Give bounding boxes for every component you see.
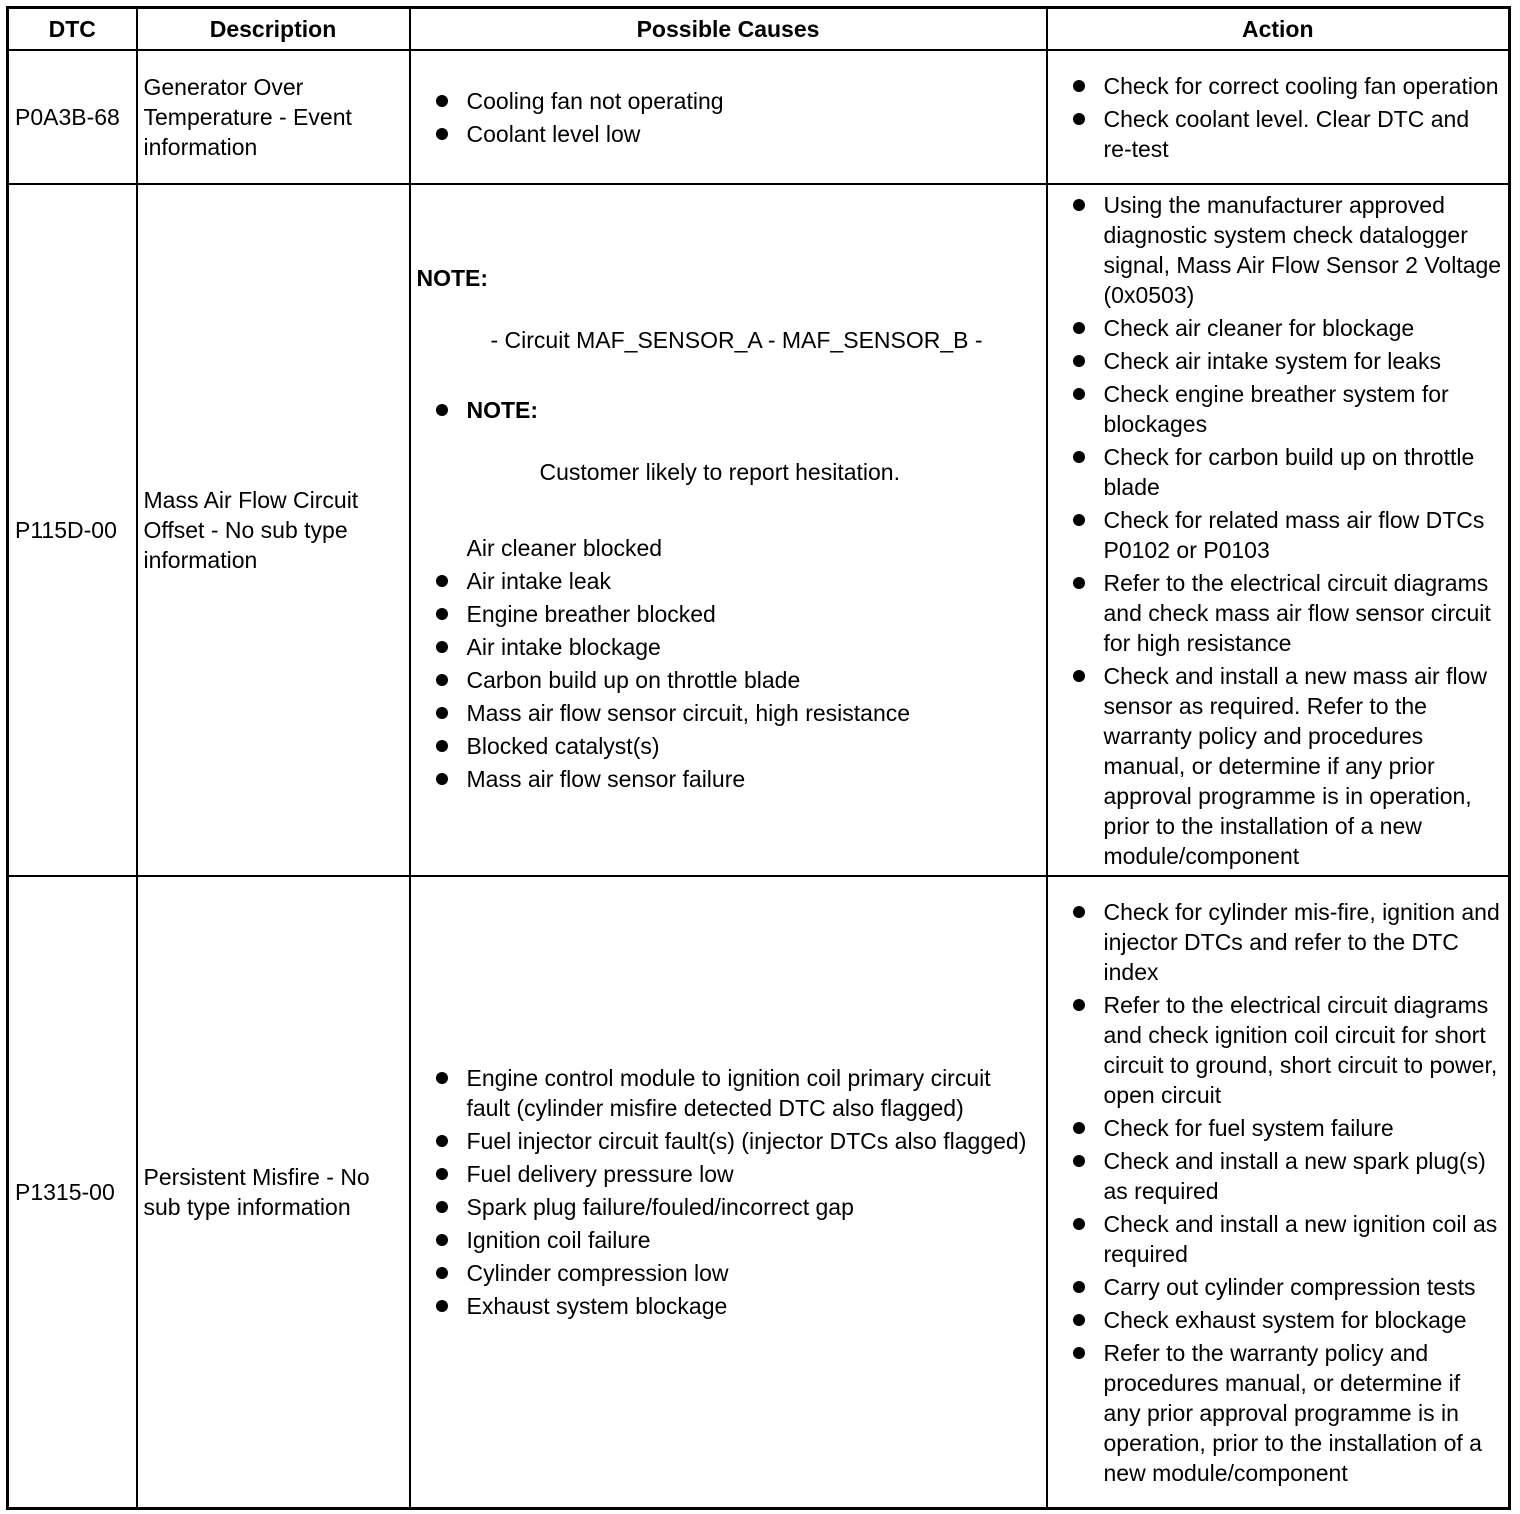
bullet-icon — [436, 740, 448, 752]
bullet-icon — [1073, 199, 1085, 211]
list-item: Refer to the warranty policy and procedures manual, or determine if any prior approval programme is in operation, prior to the installation of a new module/component — [1054, 1338, 1503, 1488]
bullet-icon — [436, 1300, 448, 1312]
action-cell — [1047, 184, 1510, 876]
bullet-icon — [436, 95, 448, 107]
causes-cell — [410, 50, 1047, 184]
causes-cell — [410, 876, 1047, 1509]
bullet-icon — [1073, 1281, 1085, 1293]
dtc-description: Generator Over Temperature - Event information — [137, 50, 410, 184]
note-title: NOTE: — [416, 265, 489, 291]
list-item: Mass air flow sensor failure — [417, 764, 1040, 794]
dtc-description: Persistent Misfire - No sub type information — [137, 876, 410, 1509]
bullet-icon — [1073, 113, 1085, 125]
list-item: Check for correct cooling fan operation — [1054, 71, 1503, 101]
bullet-icon — [1073, 514, 1085, 526]
header-description: Description — [137, 8, 410, 51]
bullet-icon — [436, 674, 448, 686]
bullet-icon — [1073, 1122, 1085, 1134]
list-item: Check and install a new ignition coil as required — [1054, 1209, 1503, 1269]
list-item: Fuel delivery pressure low — [417, 1159, 1040, 1189]
causes-list — [417, 566, 1040, 794]
header-row — [8, 8, 1510, 51]
list-item: Exhaust system blockage — [417, 1291, 1040, 1321]
note-circuit: - Circuit MAF_SENSOR_A - MAF_SENSOR_B - — [490, 327, 983, 353]
list-item: Check and install a new spark plug(s) as required — [1054, 1146, 1503, 1206]
bullet-icon — [436, 1267, 448, 1279]
list-item: Carbon build up on throttle blade — [417, 665, 1040, 695]
list-item: Spark plug failure/fouled/incorrect gap — [417, 1192, 1040, 1222]
table-row — [8, 876, 1510, 1509]
bullet-icon — [1073, 999, 1085, 1011]
list-item: Check air intake system for leaks — [1054, 346, 1503, 376]
bullet-icon — [1073, 355, 1085, 367]
list-item: NOTE: — [417, 395, 1040, 425]
bullet-icon — [1073, 1218, 1085, 1230]
list-item: Carry out cylinder compression tests — [1054, 1272, 1503, 1302]
causes-list — [417, 1063, 1040, 1321]
list-item: Engine breather blocked — [417, 599, 1040, 629]
action-cell — [1047, 50, 1510, 184]
bullet-icon — [436, 1201, 448, 1213]
action-list — [1054, 71, 1503, 164]
header-action: Action — [1047, 8, 1510, 51]
list-item: Check air cleaner for blockage — [1054, 313, 1503, 343]
list-item: Refer to the electrical circuit diagrams and check mass air flow sensor circuit for high resistance — [1054, 568, 1503, 658]
list-item: Ignition coil failure — [417, 1225, 1040, 1255]
list-item: Mass air flow sensor circuit, high resistance — [417, 698, 1040, 728]
list-item: Cylinder compression low — [417, 1258, 1040, 1288]
dtc-description: Mass Air Flow Circuit Offset - No sub type information — [137, 184, 410, 876]
list-item: Air cleaner blocked — [466, 535, 663, 561]
bullet-icon — [436, 1135, 448, 1147]
list-item: Check for fuel system failure — [1054, 1113, 1503, 1143]
bullet-icon — [436, 641, 448, 653]
list-item: Refer to the electrical circuit diagrams and check ignition coil circuit for short circuit to ground, short circuit to power, open circuit — [1054, 990, 1503, 1110]
dtc-page — [6, 6, 1508, 1508]
list-item: Check and install a new mass air flow sensor as required. Refer to the warranty policy and procedures manual, or determine if any prior approval programme is in operation, prior to the installation of a new module/component — [1054, 661, 1503, 871]
header-dtc: DTC — [8, 8, 137, 51]
note-text: Customer likely to report hesitation. — [539, 459, 900, 485]
bullet-icon — [436, 1168, 448, 1180]
list-item: Blocked catalyst(s) — [417, 731, 1040, 761]
dtc-table — [6, 6, 1511, 1510]
table-row — [8, 184, 1510, 876]
bullet-icon — [1073, 670, 1085, 682]
bullet-icon — [1073, 906, 1085, 918]
list-item: Using the manufacturer approved diagnostic system check datalogger signal, Mass Air Flow Sensor 2 Voltage (0x0503) — [1054, 190, 1503, 310]
bullet-icon — [1073, 577, 1085, 589]
bullet-icon — [1073, 451, 1085, 463]
bullet-icon — [1073, 322, 1085, 334]
bullet-icon — [436, 707, 448, 719]
list-item: Check for carbon build up on throttle blade — [1054, 442, 1503, 502]
note-list — [417, 395, 1040, 425]
bullet-icon — [436, 1234, 448, 1246]
list-item: Air intake leak — [417, 566, 1040, 596]
bullet-icon — [1073, 1155, 1085, 1167]
bullet-icon — [436, 1072, 448, 1084]
list-item: Fuel injector circuit fault(s) (injector DTCs also flagged) — [417, 1126, 1040, 1156]
list-item: Air intake blockage — [417, 632, 1040, 662]
table-row — [8, 50, 1510, 184]
bullet-icon — [436, 128, 448, 140]
list-item: Coolant level low — [417, 119, 1040, 149]
bullet-icon — [1073, 80, 1085, 92]
action-list — [1054, 897, 1503, 1488]
list-item: Check for related mass air flow DTCs P0102 or P0103 — [1054, 505, 1503, 565]
bullet-icon — [436, 575, 448, 587]
dtc-code: P115D-00 — [8, 184, 137, 876]
action-cell — [1047, 876, 1510, 1509]
list-item: Engine control module to ignition coil primary circuit fault (cylinder misfire detected DTC also flagged) — [417, 1063, 1040, 1123]
header-causes: Possible Causes — [410, 8, 1047, 51]
list-item: Cooling fan not operating — [417, 86, 1040, 116]
causes-list — [417, 86, 1040, 149]
action-list — [1054, 190, 1503, 871]
bullet-icon — [1073, 1314, 1085, 1326]
bullet-icon — [1073, 1347, 1085, 1359]
dtc-code: P0A3B-68 — [8, 50, 137, 184]
causes-cell — [410, 184, 1047, 876]
list-item: Check exhaust system for blockage — [1054, 1305, 1503, 1335]
bullet-icon — [436, 608, 448, 620]
bullet-icon — [436, 773, 448, 785]
bullet-icon — [436, 404, 448, 416]
list-item: Check for cylinder mis-fire, ignition and injector DTCs and refer to the DTC index — [1054, 897, 1503, 987]
bullet-icon — [1073, 388, 1085, 400]
dtc-code: P1315-00 — [8, 876, 137, 1509]
list-item: Check coolant level. Clear DTC and re-test — [1054, 104, 1503, 164]
list-item: Check engine breather system for blockages — [1054, 379, 1503, 439]
